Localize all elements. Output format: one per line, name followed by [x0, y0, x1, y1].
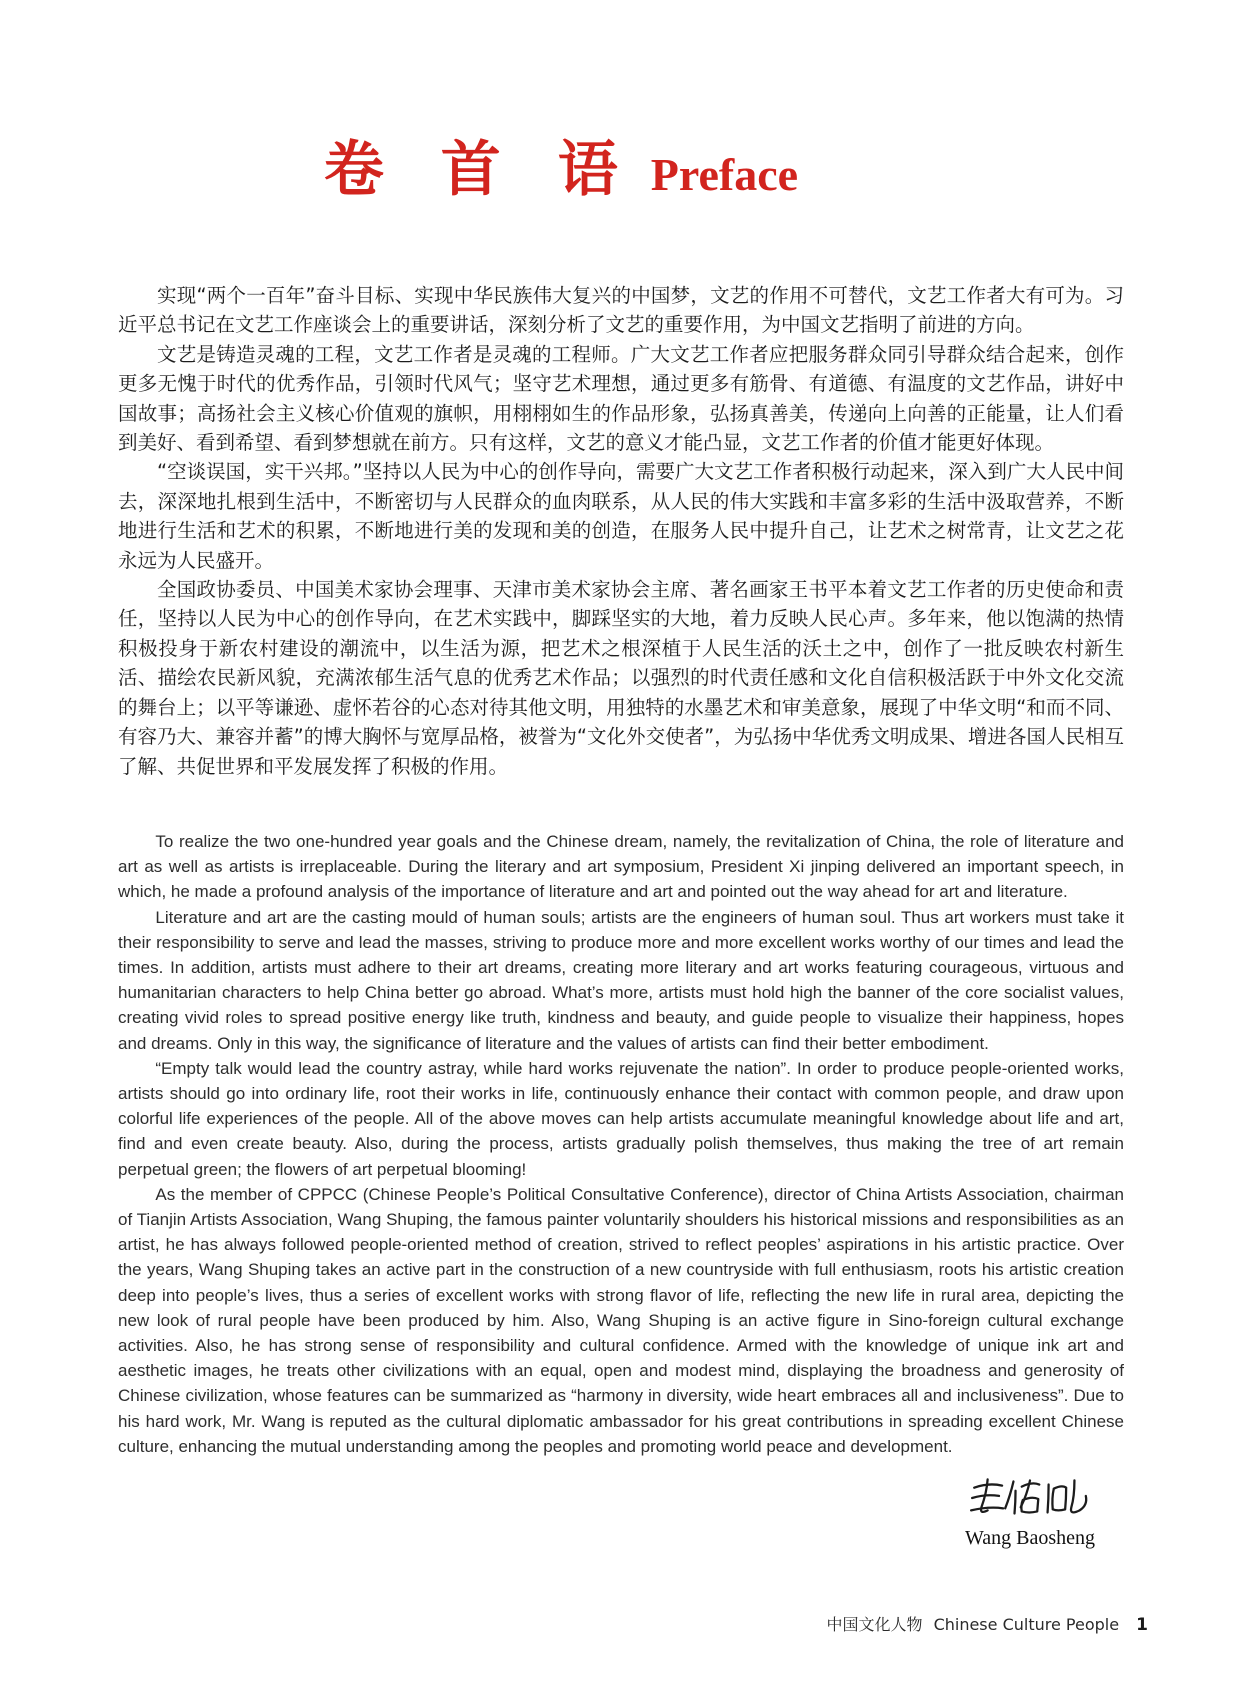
handwritten-signature-icon — [968, 1474, 1092, 1522]
page-title-chinese: 卷 首 语 — [323, 135, 636, 205]
footer-journal-name-cn: 中国文化人物 — [826, 1615, 923, 1634]
footer-journal-name-en: Chinese Culture People — [933, 1615, 1120, 1634]
chinese-text-block — [118, 281, 1124, 781]
paragraph-en-3: “Empty talk would lead the country astray, while hard works rejuvenate the nation”. In order to produce people-oriented works, artists should go into ordinary life, root their works in life, continuously enhance their contact with common people, and draw upon colorful life experiences of the people. All of the above moves can help artists accumulate meaningful knowledge about life and art, find and even create beauty. Also, during the process, artists gradually polish themselves, thus making the tree of art remain perpetual green; the flowers of art perpetual blooming! — [118, 1058, 1124, 1179]
paragraph-cn-1: 实现“两个一百年”奋斗目标、实现中华民族伟大复兴的中国梦，文艺的作用不可替代，文艺工作者大有可为。习近平总书记在文艺工作座谈会上的重要讲话，深刻分析了文艺的重要作用，为中国文艺指明了前进的方向。 — [118, 284, 1124, 337]
page-title-english: Preface — [650, 149, 799, 200]
page-footer — [826, 1612, 1148, 1635]
paragraph-en-4: As the member of CPPCC (Chinese People’s Political Consultative Conference), director of China Artists Association, chairman of Tianjin Artists Association, Wang Shuping, the famous painter voluntarily shoulders his historical missions and responsibilities as an artist, he has always followed people-oriented method of creation, strived to reflect peoples’ aspirations in his artistic practice. Over the years, Wang Shuping takes an active part in the construction of a new countryside with full enthusiasm, roots his artistic creation deep into people’s lives, thus a series of excellent works with strong flavor of life, reflecting the new life in rural area, depicting the new look of rural people have been produced by him. Also, Wang Shuping is an active figure in Sino-foreign cultural exchange activities. Also, he has strong sense of responsibility and cultural confidence. Armed with the knowledge of unique ink art and aesthetic images, he treats other civilizations with an equal, open and modest mind, displaying the broadness and generosity of Chinese civilization, whose features can be summarized as “harmony in diversity, wide heart embraces all and inclusiveness”. Due to his hard work, Mr. Wang is reputed as the cultural diplomatic ambassador for his great contributions in spreading excellent Chinese culture, enhancing the mutual understanding among the peoples and promoting world peace and development. — [118, 1184, 1124, 1456]
paragraph-en-2: Literature and art are the casting mould of human souls; artists are the engineers of human soul. Thus art workers must take it their responsibility to serve and lead the masses, striving to produce more and more excellent works worthy of our times and lead the times. In addition, artists must adhere to their art dreams, creating more literary and art works featuring courageous, virtuous and humanitarian characters to help China better go abroad. What’s more, artists must hold high the banner of the core socialist values, creating vivid roles to spread positive energy like truth, kindness and beauty, and guide people to visualize their happiness, hopes and dreams. Only in this way, the significance of literature and the values of artists can find their better embodiment. — [118, 907, 1124, 1053]
footer-page-number: 1 — [1136, 1615, 1148, 1635]
paragraph-cn-4: 全国政协委员、中国美术家协会理事、天津市美术家协会主席、著名画家王书平本着文艺工作者的历史使命和责任，坚持以人民为中心的创作导向，在艺术实践中，脚踩坚实的大地，着力反映人民心声。多年来，他以饱满的热情积极投身于新农村建设的潮流中，以生活为源，把艺术之根深植于人民生活的沃土之中，创作了一批反映农村新生活、描绘农民新风貌，充满浓郁生活气息的优秀艺术作品；以强烈的时代责任感和文化自信积极活跃于中外文化交流的舞台上；以平等谦逊、虚怀若谷的心态对待其他文明，用独特的水墨艺术和审美意象，展现了中华文明“和而不同、有容乃大、兼容并蓄”的博大胸怀与宽厚品格，被誉为“文化外交使者”，为弘扬中华优秀文明成果、增进各国人民相互了解、共促世界和平发展发挥了积极的作用。 — [118, 578, 1124, 778]
paragraph-cn-2: 文艺是铸造灵魂的工程，文艺工作者是灵魂的工程师。广大文艺工作者应把服务群众同引导群众结合起来，创作更多无愧于时代的优秀作品，引领时代风气；坚守艺术理想，通过更多有筋骨、有道德、有温度的文艺作品，讲好中国故事；高扬社会主义核心价值观的旗帜，用栩栩如生的作品形象，弘扬真善美，传递向上向善的正能量，让人们看到美好、看到希望、看到梦想就在前方。只有这样，文艺的意义才能凸显，文艺工作者的价值才能更好体现。 — [118, 342, 1124, 455]
paragraph-cn-3: “空谈误国，实干兴邦。”坚持以人民为中心的创作导向，需要广大文艺工作者积极行动起来，深入到广大人民中间去，深深地扎根到生活中，不断密切与人民群众的血肉联系，从人民的伟大实践和丰富多彩的生活中汲取营养，不断地进行生活和艺术的积累，不断地进行美的发现和美的创造，在服务人民中提升自己，让艺术之树常青，让文艺之花永远为人民盛开。 — [118, 460, 1124, 572]
signature-block — [950, 1474, 1110, 1550]
page-title — [0, 134, 1122, 221]
paragraph-en-1: To realize the two one-hundred year goals and the Chinese dream, namely, the revitalization of China, the role of literature and art as well as artists is irreplaceable. During the literary and art symposium, President Xi jinping delivered an important speech, in which, he made a profound analysis of the importance of literature and art and pointed out the way ahead for art and literature. — [118, 832, 1124, 902]
signature-printed-name: Wang Baosheng — [964, 1527, 1096, 1549]
english-text-block — [118, 829, 1124, 1459]
